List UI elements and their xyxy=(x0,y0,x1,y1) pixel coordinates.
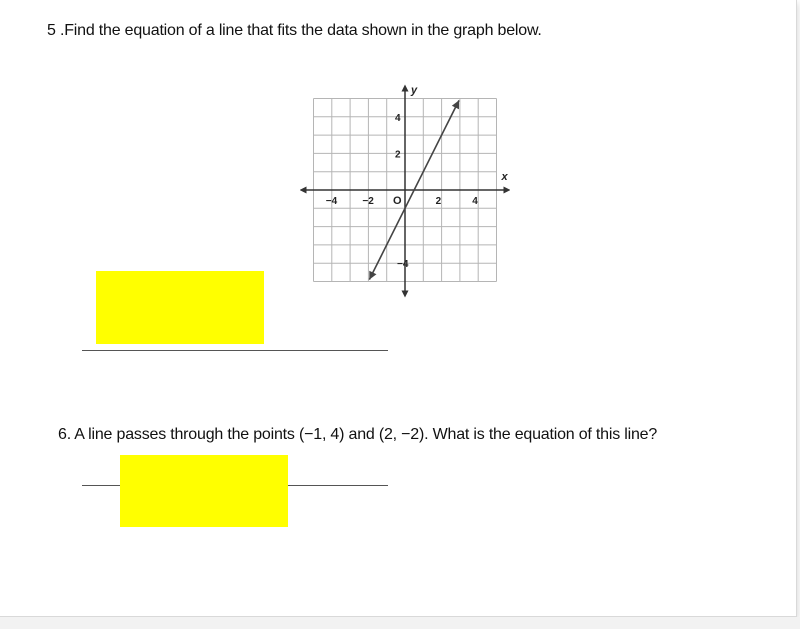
x-tick-label: −4 xyxy=(325,196,338,207)
y-tick-label: 4 xyxy=(395,112,401,124)
answer-line-question-5 xyxy=(82,350,388,351)
y-axis-up-arrow-icon xyxy=(402,85,409,92)
x-tick-label: 2 xyxy=(435,196,442,207)
y-axis-down-arrow-icon xyxy=(402,291,409,298)
x-axis-label: x xyxy=(501,171,508,183)
question-5-prompt: 5 .Find the equation of a line that fits the data shown in the graph below. xyxy=(47,22,542,39)
answer-box-question-6[interactable] xyxy=(120,455,288,527)
graph-tick-labels xyxy=(326,85,509,271)
y-tick-label: 2 xyxy=(395,149,401,161)
answer-line-question-6-right xyxy=(288,485,388,486)
question-6-prompt: 6. A line passes through the points (−1, 4) and (2, −2). What is the equation of this line? xyxy=(58,426,658,443)
coordinate-graph xyxy=(300,58,510,308)
origin-label: O xyxy=(393,195,402,207)
y-axis-label: y xyxy=(411,84,418,97)
x-tick-label: −2 xyxy=(362,196,374,207)
x-axis-left-arrow-icon xyxy=(300,187,307,194)
x-tick-label: 4 xyxy=(472,196,478,207)
bottom-strip xyxy=(0,617,800,629)
answer-line-question-6-left xyxy=(82,485,120,486)
y-tick-label: −4 xyxy=(397,259,409,271)
answer-box-question-5[interactable] xyxy=(96,271,264,344)
x-axis-right-arrow-icon xyxy=(504,187,511,194)
